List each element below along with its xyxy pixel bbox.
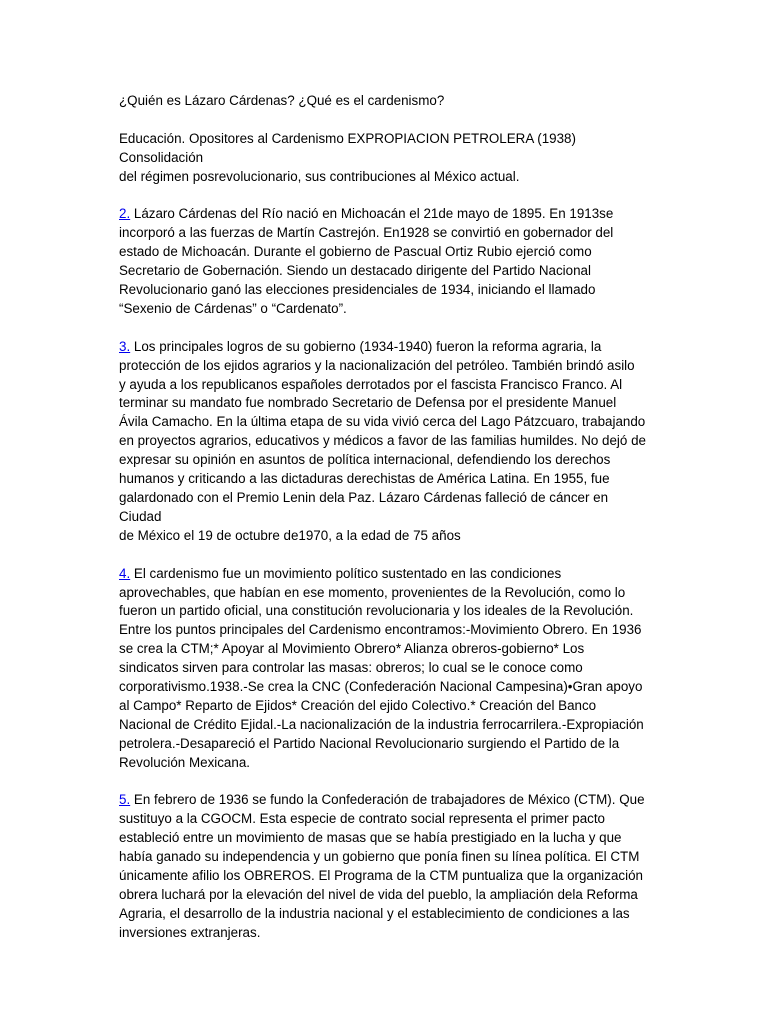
section-4-paragraph (119, 565, 649, 773)
section-5-text: En febrero de 1936 se fundo la Confederación de trabajadores de México (CTM). Que sustituyo a la CGOCM. Esta especie de contrato social representa el primer pacto estableció entre un movimiento de masas que se había prestigiado en la lucha y que había ganado su independencia y un gobierno que ponía finen su línea política. El CTM únicamente afilio los OBREROS. El Programa de la CTM puntualiza que la organización obrera luchará por la elevación del nivel de vida del pueblo, la ampliación dela Reforma Agraria, el desarrollo de la industria nacional y el establecimiento de condiciones a las inversiones extranjeras. (119, 792, 645, 940)
section-2-paragraph (119, 205, 649, 318)
section-3-paragraph (119, 338, 649, 546)
document-body (119, 92, 649, 962)
intro-paragraph: Educación. Opositores al Cardenismo EXPROPIACION PETROLERA (1938) Consolidación del régimen posrevolucionario, sus contribuciones al México actual. (119, 130, 576, 184)
section-2-link[interactable]: 2. (119, 206, 131, 222)
section-2-text: Lázaro Cárdenas del Río nació en Michoacán el 21de mayo de 1895. En 1913se incorporó a las fuerzas de Martín Castrejón. En1928 se convirtió en gobernador del estado de Michoacán. Durante el gobierno de Pascual Ortiz Rubio ejerció como Secretario de Gobernación. Siendo un destacado dirigente del Partido Nacional Revolucionario ganó las elecciones presidenciales de 1934, iniciando el llamado “Sexenio de Cárdenas” o “Cardenato”. (119, 206, 614, 316)
section-3-text: Los principales logros de su gobierno (1934-1940) fueron la reforma agraria, la protección de los ejidos agrarios y la nacionalización del petróleo. También brindó asilo y ayuda a los republicanos españoles derrotados por el fascista Francisco Franco. Al terminar su mandato fue nombrado Secretario de Defensa por el presidente Manuel Ávila Camacho. En la última etapa de su vida vivió cerca del Lago Pátzcuaro, trabajando en proyectos agrarios, educativos y médicos a favor de las familias humildes. No dejó de expresar su opinión en asuntos de política internacional, defendiendo los derechos humanos y criticando a las dictaduras derechistas de América Latina. En 1955, fue galardonado con el Premio Lenin dela Paz. Lázaro Cárdenas falleció de cáncer en Ciudad de México el 19 de octubre de1970, a la edad de 75 años (119, 338, 646, 543)
section-5-link[interactable]: 5. (119, 792, 131, 808)
section-4-text: El cardenismo fue un movimiento político sustentado en las condiciones aprovechables, que habían en ese momento, provenientes de la Revolución, como lo fueron un partido oficial, una constitución revolucionaria y los ideales de la Revolución. Entre los puntos principales del Cardenismo encontramos:-Movimiento Obrero. En 1936 se crea la CTM;* Apoyar al Movimiento Obrero* Alianza obreros-gobierno* Los sindicatos sirven para controlar las masas: obreros; lo cual se le conoce como corporativismo.1938.-Se crea la CNC (Confederación Nacional Campesina)•Gran apoyo al Campo* Reparto de Ejidos* Creación del ejido Colectivo.* Creación del Banco Nacional de Crédito Ejidal.-La nacionalización de la industria ferrocarrilera.-Expropiación petrolera.-Desapareció el Partido Nacional Revolucionario surgiendo el Partido de la Revolución Mexicana. (119, 565, 644, 770)
section-5-paragraph (119, 791, 649, 942)
document-title: ¿Quién es Lázaro Cárdenas? ¿Qué es el cardenismo? (119, 93, 445, 108)
section-4-link[interactable]: 4. (119, 565, 131, 581)
section-3-link[interactable]: 3. (119, 338, 131, 354)
